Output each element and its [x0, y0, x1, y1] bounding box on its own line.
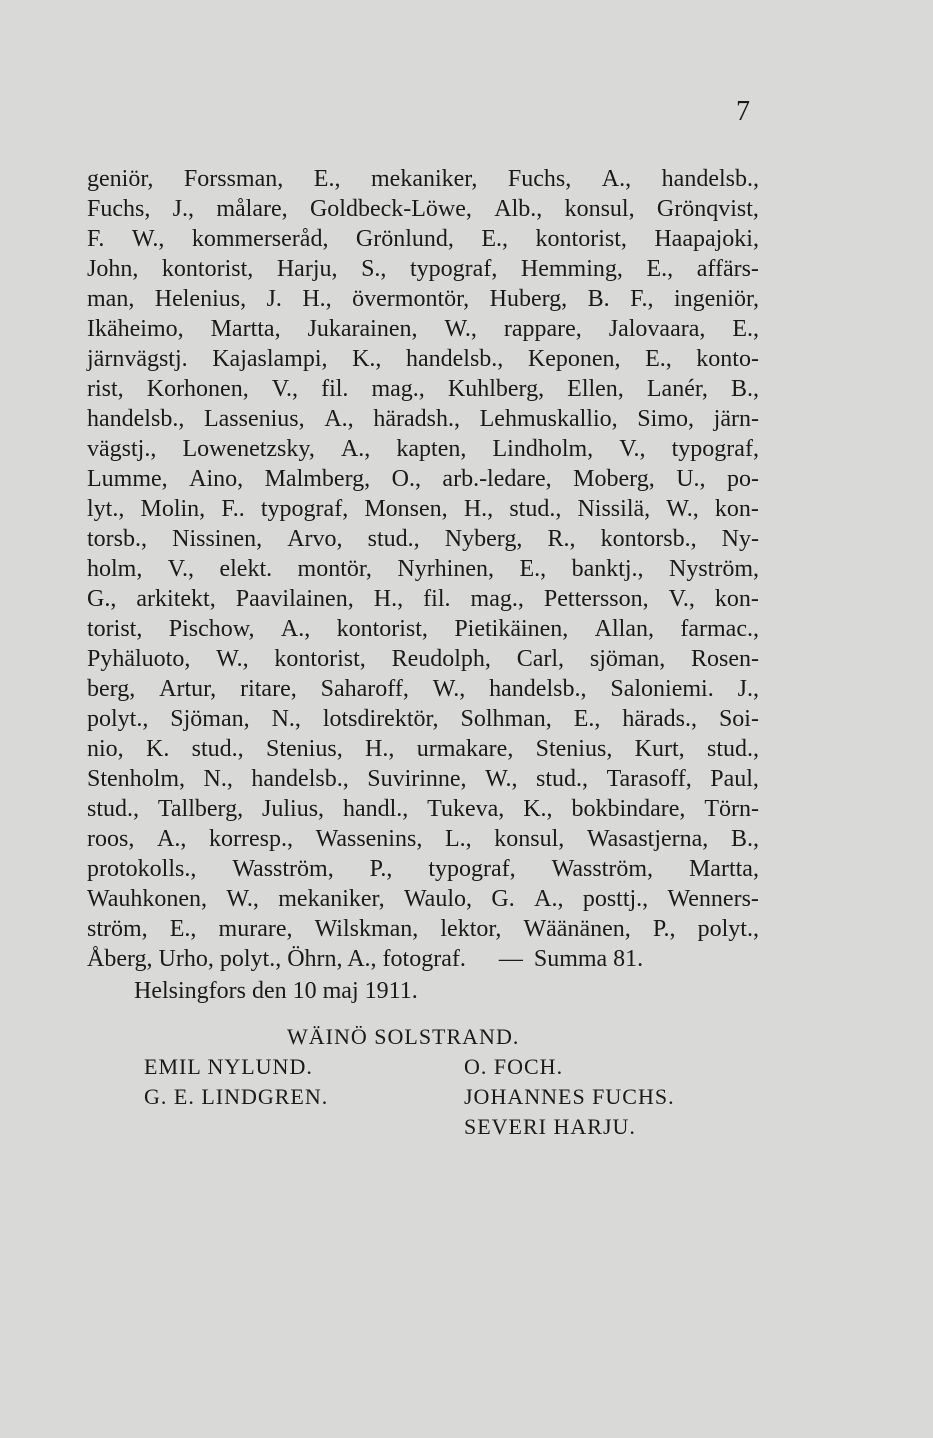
text-line: man, Helenius, J. H., övermontör, Huberg, B. F., ingeniör,: [87, 286, 759, 312]
text-line: John, kontorist, Harju, S., typograf, Hemming, E., affärs-: [87, 256, 759, 282]
page-number: 7: [736, 96, 750, 127]
last-line-text: Åberg, Urho, polyt., Öhrn, A., fotograf.: [87, 946, 466, 972]
text-line: stud., Tallberg, Julius, handl., Tukeva, K., bokbindare, Törn-: [87, 796, 759, 822]
em-dash: —: [498, 946, 523, 972]
text-line: protokolls., Wasström, P., typograf, Wasström, Martta,: [87, 856, 759, 882]
signature: JOHANNES FUCHS.: [464, 1084, 675, 1109]
text-line: Stenholm, N., handelsb., Suvirinne, W., stud., Tarasoff, Paul,: [87, 766, 759, 792]
text-line: nio, K. stud., Stenius, H., urmakare, Stenius, Kurt, stud.,: [87, 736, 759, 762]
text-line: ström, E., murare, Wilskman, lektor, Wäänänen, P., polyt.,: [87, 916, 759, 942]
text-line: F. W., kommerseråd, Grönlund, E., kontorist, Haapajoki,: [87, 226, 759, 252]
text-line: handelsb., Lassenius, A., häradsh., Lehmuskallio, Simo, järn-: [87, 406, 759, 432]
text-line: Wauhkonen, W., mekaniker, Waulo, G. A., posttj., Wenners-: [87, 886, 759, 912]
text-line: Ikäheimo, Martta, Jukarainen, W., rappare, Jalovaara, E.,: [87, 316, 759, 342]
text-line: holm, V., elekt. montör, Nyrhinen, E., banktj., Nyström,: [87, 556, 759, 582]
text-line: berg, Artur, ritare, Saharoff, W., handelsb., Saloniemi. J.,: [87, 676, 759, 702]
signature: EMIL NYLUND.: [144, 1054, 313, 1079]
text-line: Fuchs, J., målare, Goldbeck-Löwe, Alb., konsul, Grönqvist,: [87, 196, 759, 222]
text-line: torist, Pischow, A., kontorist, Pietikäinen, Allan, farmac.,: [87, 616, 759, 642]
text-line: torsb., Nissinen, Arvo, stud., Nyberg, R., kontorsb., Ny-: [87, 526, 759, 552]
summa-total: Summa 81.: [533, 946, 644, 972]
text-line: lyt., Molin, F.. typograf, Monsen, H., stud., Nissilä, W., kon-: [87, 496, 759, 522]
text-line: polyt., Sjöman, N., lotsdirektör, Solhman, E., härads., Soi-: [87, 706, 759, 732]
signature: WÄINÖ SOLSTRAND.: [287, 1024, 520, 1049]
signature: G. E. LINDGREN.: [144, 1084, 329, 1109]
text-line: G., arkitekt, Paavilainen, H., fil. mag., Pettersson, V., kon-: [87, 586, 759, 612]
signature: SEVERI HARJU.: [464, 1114, 636, 1139]
text-line: järnvägstj. Kajaslampi, K., handelsb., Keponen, E., konto-: [87, 346, 759, 372]
text-line: roos, A., korresp., Wassenins, L., konsul, Wasastjerna, B.,: [87, 826, 759, 852]
text-line: rist, Korhonen, V., fil. mag., Kuhlberg, Ellen, Lanér, B.,: [87, 376, 759, 402]
place-date: Helsingfors den 10 maj 1911.: [134, 978, 418, 1004]
member-list-text: [87, 164, 759, 974]
signature: O. FOCH.: [464, 1054, 564, 1079]
text-line: geniör, Forssman, E., mekaniker, Fuchs, A., handelsb.,: [87, 166, 759, 192]
text-line: vägstj., Lowenetzsky, A., kapten, Lindholm, V., typograf,: [87, 436, 759, 462]
text-line: Lumme, Aino, Malmberg, O., arb.-ledare, Moberg, U., po-: [87, 466, 759, 492]
text-line: Pyhäluoto, W., kontorist, Reudolph, Carl, sjöman, Rosen-: [87, 646, 759, 672]
text-line-last: [87, 944, 759, 974]
